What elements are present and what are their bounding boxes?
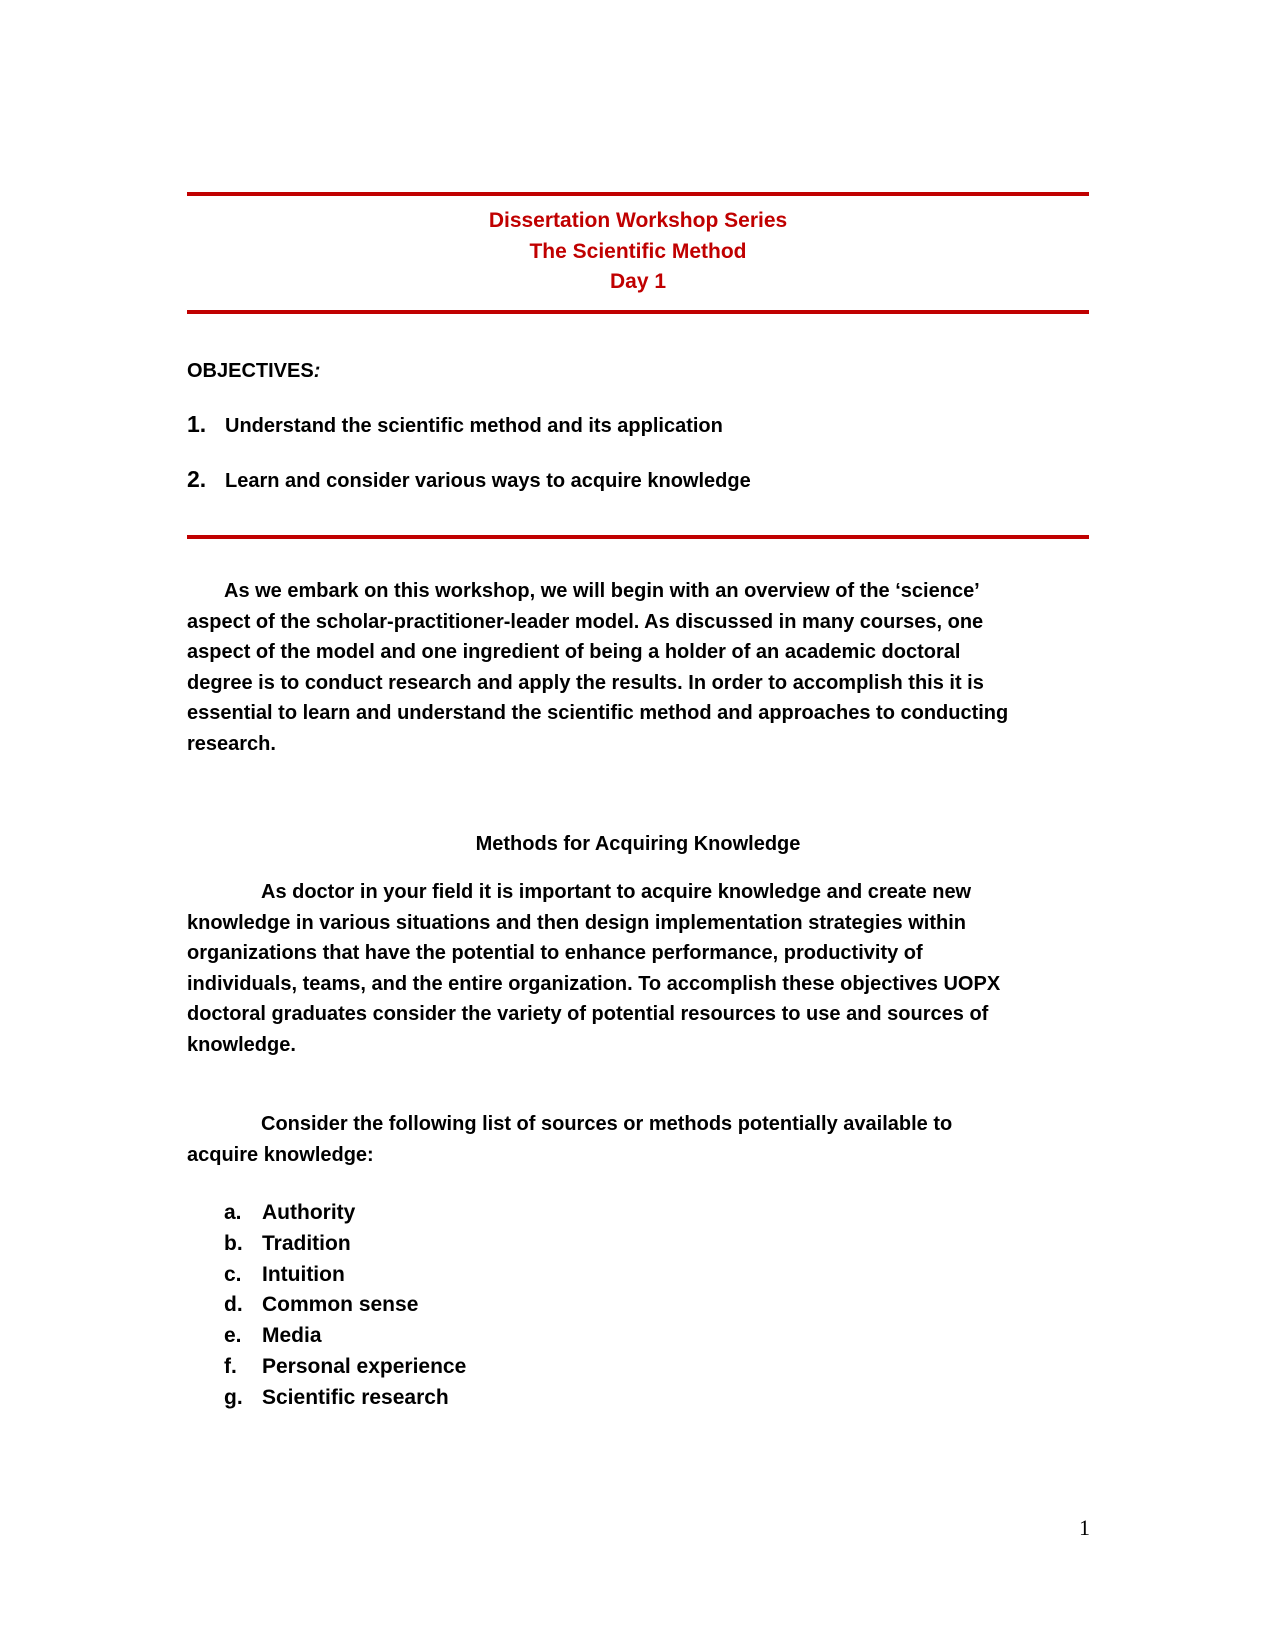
day-label: Day 1 (609, 270, 667, 293)
paragraph-line: essential to learn and understand the scientific method and approaches to conducting (187, 702, 1009, 724)
paragraph-line: degree is to conduct research and apply the results. In order to accomplish this it is (187, 671, 984, 694)
objective-text: Understand the scientific method and its application (225, 415, 723, 437)
paragraph-line: doctoral graduates consider the variety of potential resources to use and sources of (187, 1003, 989, 1025)
list-marker: a. (224, 1201, 242, 1224)
document-title: The Scientific Method (529, 239, 747, 263)
paragraph-line: acquire knowledge: (187, 1143, 374, 1166)
list-item (224, 1383, 466, 1414)
consider-paragraph (187, 1109, 1089, 1170)
list-item-text: Tradition (262, 1231, 351, 1255)
paragraph-line: knowledge. (187, 1033, 296, 1056)
list-item-text: Common sense (262, 1293, 419, 1317)
list-item (224, 1290, 466, 1321)
list-item (224, 1352, 466, 1383)
paragraph-line: As we embark on this workshop, we will begin with an overview of the ‘science’ (224, 580, 980, 602)
intro-paragraph (187, 576, 1089, 759)
list-item (224, 1321, 466, 1352)
header-bottom-rule (187, 310, 1089, 314)
objectives-heading-colon: : (313, 360, 321, 382)
list-item (224, 1229, 466, 1260)
paragraph-line: research. (187, 732, 276, 755)
section-heading: Methods for Acquiring Knowledge (475, 833, 801, 855)
list-marker: f. (224, 1354, 237, 1378)
objective-number: 1. (187, 411, 207, 437)
list-item-text: Intuition (262, 1262, 345, 1286)
objectives-bottom-rule (187, 535, 1089, 539)
objective-text: Learn and consider various ways to acquire knowledge (225, 470, 751, 492)
list-item-text: Scientific research (262, 1385, 449, 1409)
paragraph-line: As doctor in your field it is important to acquire knowledge and create new (261, 881, 972, 903)
objective-number: 2. (187, 466, 207, 492)
list-marker: b. (224, 1231, 243, 1255)
paragraph-line: aspect of the model and one ingredient of being a holder of an academic doctoral (187, 641, 961, 663)
page-number: 1 (1079, 1515, 1090, 1540)
methods-paragraph (187, 877, 1089, 1060)
list-marker: c. (224, 1262, 242, 1286)
objective-item (187, 411, 723, 439)
list-marker: e. (224, 1324, 242, 1348)
paragraph-line: aspect of the scholar-practitioner-leader model. As discussed in many courses, one (187, 610, 984, 633)
paragraph-line: Consider the following list of sources or methods potentially available to (261, 1113, 953, 1135)
objectives-heading (187, 358, 320, 384)
objectives-heading-text: OBJECTIVES (187, 360, 314, 382)
list-marker: d. (224, 1293, 243, 1317)
paragraph-line: individuals, teams, and the entire organization. To accomplish these objectives UOPX (187, 972, 1001, 995)
document-header (187, 206, 1089, 298)
paragraph-line: knowledge in various situations and then design implementation strategies within (187, 911, 967, 934)
list-item-text: Media (262, 1324, 322, 1348)
list-item (224, 1198, 466, 1229)
list-item-text: Personal experience (262, 1354, 467, 1378)
list-marker: g. (224, 1385, 243, 1409)
list-item (224, 1260, 466, 1291)
header-top-rule (187, 192, 1089, 196)
series-title: Dissertation Workshop Series (488, 209, 788, 232)
list-item-text: Authority (262, 1201, 356, 1224)
knowledge-sources-list (224, 1198, 466, 1414)
objective-item (187, 466, 751, 494)
paragraph-line: organizations that have the potential to enhance performance, productivity of (187, 942, 923, 964)
